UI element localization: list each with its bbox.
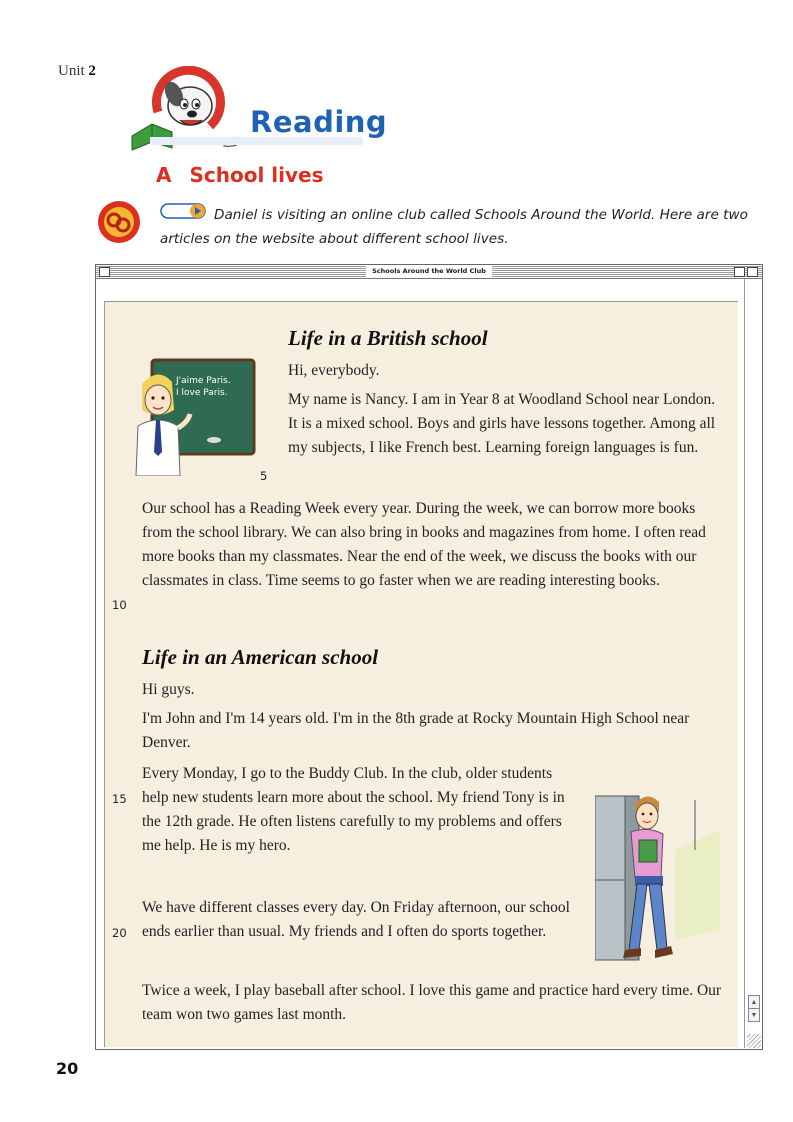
scroll-down-arrow-icon[interactable]: ▼ <box>748 1008 760 1022</box>
part-title <box>156 163 324 187</box>
article1-paragraph2: Our school has a Reading Week every year. During the week, we can borrow more books from the school library. We can also bring in books and magazines from home. I often read more books than my classmates. Near the end of the week, we discuss the books with our classmates in class. Time seems to go faster when we are reading interesting books. <box>142 500 706 589</box>
line-number-20: 20 <box>112 926 127 940</box>
vertical-scrollbar[interactable] <box>744 279 762 1048</box>
unit-label: Unit 2 <box>58 63 96 79</box>
unit-number: 2 <box>88 63 96 79</box>
window-ruler-marker <box>96 279 104 299</box>
scroll-up-arrow-icon[interactable]: ▲ <box>748 995 760 1009</box>
article2-paragraph1: I'm John and I'm 14 years old. I'm in the 8th grade at Rocky Mountain High School near Denver. <box>142 710 690 751</box>
line-number-10: 10 <box>112 598 127 612</box>
nancy-blackboard-illustration <box>122 356 256 476</box>
article2-paragraph3: We have different classes every day. On Friday afternoon, our school ends earlier than usual. My friends and I often do sports together. <box>142 899 570 940</box>
article2-paragraph2: Every Monday, I go to the Buddy Club. In the club, older students help new students learn more about the school. My friend Tony is in the 12th grade. He often listens carefully to my problems and offers me help. He is my hero. <box>142 765 565 854</box>
resize-grip-icon[interactable] <box>747 1034 761 1048</box>
john-locker-illustration <box>595 790 720 970</box>
line-number-5: 5 <box>260 469 268 483</box>
article1-greeting: Hi, everybody. <box>288 362 380 379</box>
board-text-line1: J'aime Paris. <box>176 376 231 386</box>
article2-greeting: Hi guys. <box>142 681 195 698</box>
part-title-text: School lives <box>189 163 324 187</box>
window-collapse-box[interactable] <box>747 267 758 277</box>
window-title: Schools Around the World Club <box>366 265 492 278</box>
article1-paragraph1: My name is Nancy. I am in Year 8 at Woodland School near London. It is a mixed school. Boys and girls have lessons together. Among all my subjects, I like French best. Learning foreign languages is fun. <box>288 391 716 456</box>
article-title-british: Life in a British school <box>288 326 488 350</box>
line-number-15: 15 <box>112 792 127 806</box>
audio-cd-icon <box>97 200 141 244</box>
window-close-box[interactable] <box>99 267 110 277</box>
part-letter: A <box>156 163 172 187</box>
page-number: 20 <box>56 1059 79 1078</box>
window-titlebar[interactable] <box>96 265 762 279</box>
board-text-line2: I love Paris. <box>176 388 228 398</box>
intro-text: Daniel is visiting an online club called Schools Around the World. Here are two articles on the website about different school lives. <box>160 207 748 247</box>
window-zoom-box[interactable] <box>734 267 745 277</box>
section-title-reading: Reading <box>250 105 388 139</box>
article2-paragraph4: Twice a week, I play baseball after school. I love this game and practice hard every time. Our team won two games last month. <box>142 982 722 1023</box>
article-title-american: Life in an American school <box>142 645 379 669</box>
